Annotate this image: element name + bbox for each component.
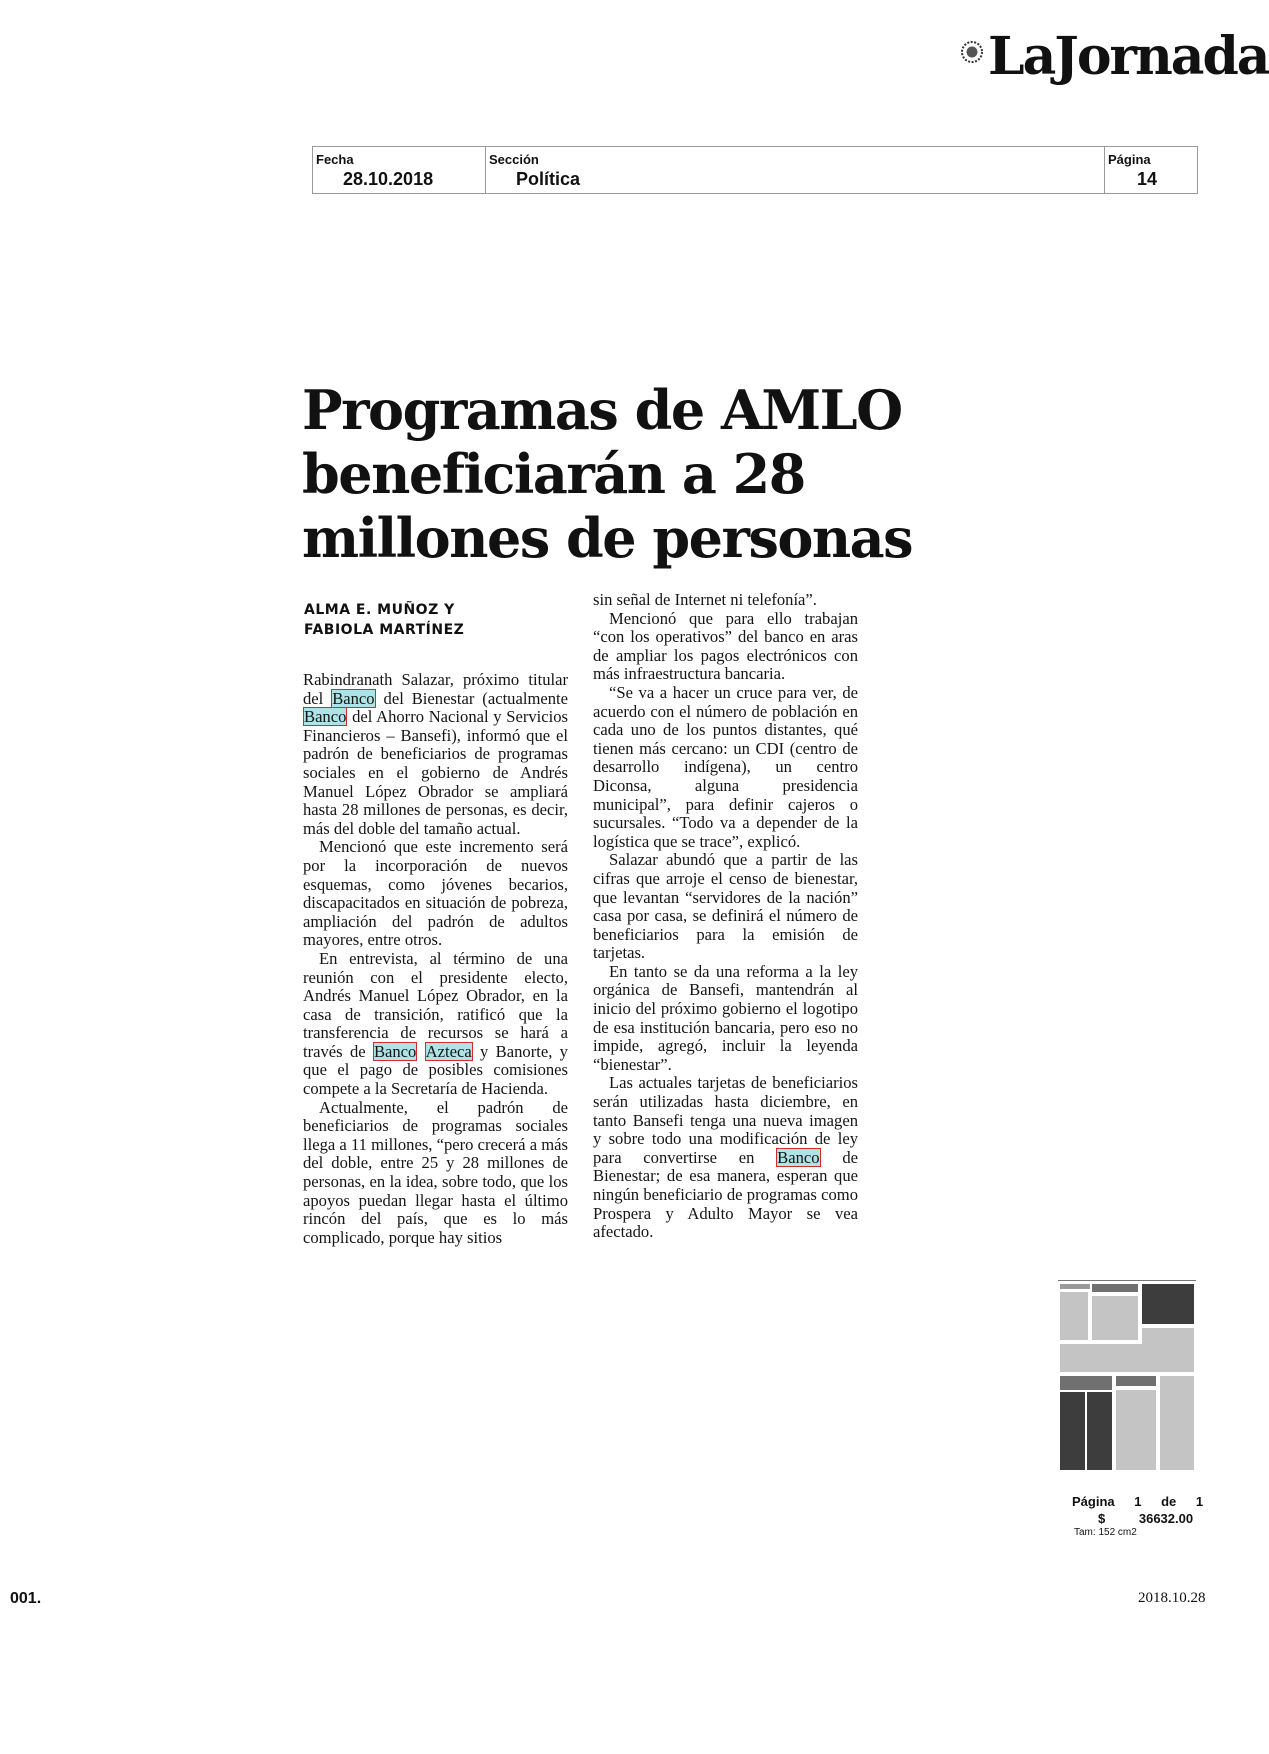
thumbnail-photo (1142, 1284, 1194, 1324)
paragraph: Mencionó que este incremento será por la incorporación de nuevos esquemas, como jóvenes becarios, discapacitados en situación de pobreza, ampliación del padrón de adultos mayores, entre otros. (303, 837, 568, 950)
thumbnail-block (1116, 1376, 1156, 1386)
section-cell (486, 147, 1105, 193)
date-label: Fecha (316, 152, 354, 167)
thumbnail-block (1160, 1376, 1194, 1470)
paragraph (593, 1074, 858, 1241)
text-run: del Ahorro Nacional y Servicios Financieros – Bansefi), informó que el padrón de beneficiarios de programas sociales en el gobierno de Andrés Manuel López Obrador se ampliará hasta 28 millones de personas, es decir, más del doble del tamaño actual. (303, 707, 568, 838)
page-cell (1105, 147, 1197, 193)
article-column-2 (593, 591, 858, 1242)
thumbnail-block (1060, 1344, 1194, 1372)
text-run: Rabindranath Salazar, próximo titular del (303, 670, 568, 708)
paragraph (303, 671, 568, 838)
byline (304, 600, 464, 640)
section-label: Sección (489, 152, 539, 167)
headline (302, 378, 913, 570)
logo-text: LaJornada (988, 26, 1269, 87)
date-cell (313, 147, 486, 193)
thumbnail-block (1060, 1284, 1090, 1289)
paragraph: Mencionó que para ello trabajan “con los operativos” del banco en aras de ampliar los pagos electrónicos con más infraestructura bancaria. (593, 608, 858, 684)
byline-line: FABIOLA MARTÍNEZ (304, 622, 465, 638)
highlighted-term: Banco (304, 707, 347, 727)
paragraph (303, 950, 568, 1099)
text-run: Las actuales tarjetas de beneficiarios serán utilizadas hasta diciembre, en tanto Bansefi tenga una nueva imagen y sobre todo una modificación de ley para convertirse en (593, 1073, 858, 1167)
thumbnail-article-title (1060, 1376, 1112, 1390)
highlighted-term: Banco (332, 688, 375, 708)
thumbnail-block (1116, 1390, 1156, 1470)
thumbnail-article-col (1060, 1392, 1085, 1470)
highlighted-term: Banco (373, 1041, 417, 1061)
text-run: del Bienestar (actualmente (375, 688, 568, 708)
thumbnail-header (1058, 1272, 1196, 1281)
pager-label: Página (1072, 1494, 1115, 1509)
pager-total: 1 (1195, 1494, 1204, 1509)
page-label: Página (1108, 152, 1151, 167)
paragraph: En tanto se da una reforma a la ley orgánica de Bansefi, mantendrán al inicio del próximo gobierno el logotipo de esa institución bancaria, pero eso no impide, agregó, incluir la leyenda “bienestar”. (593, 961, 858, 1074)
thumbnail-block (1060, 1292, 1088, 1340)
text-run: En entrevista, al término de una reunión con el presidente electo, Andrés Manuel López Obrador, en la casa de transición, ratificó que la transferencia de recursos se hará a través de (303, 948, 568, 1061)
thumbnail-block (1092, 1284, 1138, 1292)
headline-line: millones de personas (302, 506, 913, 570)
date-value: 28.10.2018 (343, 169, 434, 189)
pager-of: de (1161, 1494, 1177, 1509)
size-value: 152 cm2 (1098, 1527, 1137, 1538)
section-value: Política (516, 169, 581, 189)
paragraph: Salazar abundó que a partir de las cifras que arroje el censo de bienestar, que levantan “servidores de la nación” casa por casa, se definirá el número de beneficiarios para la emisión de tarjetas. (593, 850, 858, 963)
article-column-1 (303, 671, 568, 1247)
text-run: de Bienestar; de esa manera, esperan que ningún beneficiario de programas como Prospera y Adulto Mayor se vea afectado. (593, 1147, 858, 1242)
headline-line: beneficiarán a 28 (302, 442, 805, 506)
thumbnail-block (1092, 1296, 1138, 1340)
footer-date: 2018.10.28 (1138, 1590, 1206, 1606)
pager-current: 1 (1134, 1494, 1142, 1509)
metadata-box (312, 146, 1198, 194)
highlighted-term: Azteca (425, 1041, 472, 1061)
masthead-logo (960, 22, 1269, 88)
sun-seal-icon (960, 40, 984, 64)
paragraph: Actualmente, el padrón de beneficiarios de programas sociales llega a 11 millones, “pero crecerá a más del doble, entre 25 y 28 millones de personas, en la idea, sobre todo, que los apoyos puedan llegar hasta el último rincón del país, que es lo más complicado, porque hay sitios (303, 1097, 568, 1247)
page-value: 14 (1137, 169, 1158, 189)
amount-value: 36632.00 (1138, 1511, 1194, 1526)
page-thumbnail (1058, 1272, 1196, 1472)
paragraph: sin señal de Internet ni telefonía”. (593, 590, 817, 609)
byline-line: ALMA E. MUÑOZ Y (304, 602, 455, 618)
highlighted-term: Banco (777, 1147, 820, 1167)
thumbnail-article-col (1087, 1392, 1112, 1470)
currency-symbol: $ (1098, 1511, 1106, 1526)
paragraph: “Se va a hacer un cruce para ver, de acuerdo con el número de población en cada uno de los puntos distantes, qué tienen más cercano: un CDI (centro de desarrollo indígena), un centro Diconsa, alguna presidencia municipal”, para definir cajeros o sucursales. “Todo va a depender de la logística que se trace”, explicó. (593, 682, 858, 851)
size-label: Tam: (1074, 1527, 1096, 1538)
text-run: y Banorte, y que el pago de posibles comisiones compete a la Secretaría de Hacienda. (303, 1041, 568, 1099)
footer-code: 001. (10, 1590, 42, 1607)
headline-line: Programas de AMLO (302, 378, 902, 442)
